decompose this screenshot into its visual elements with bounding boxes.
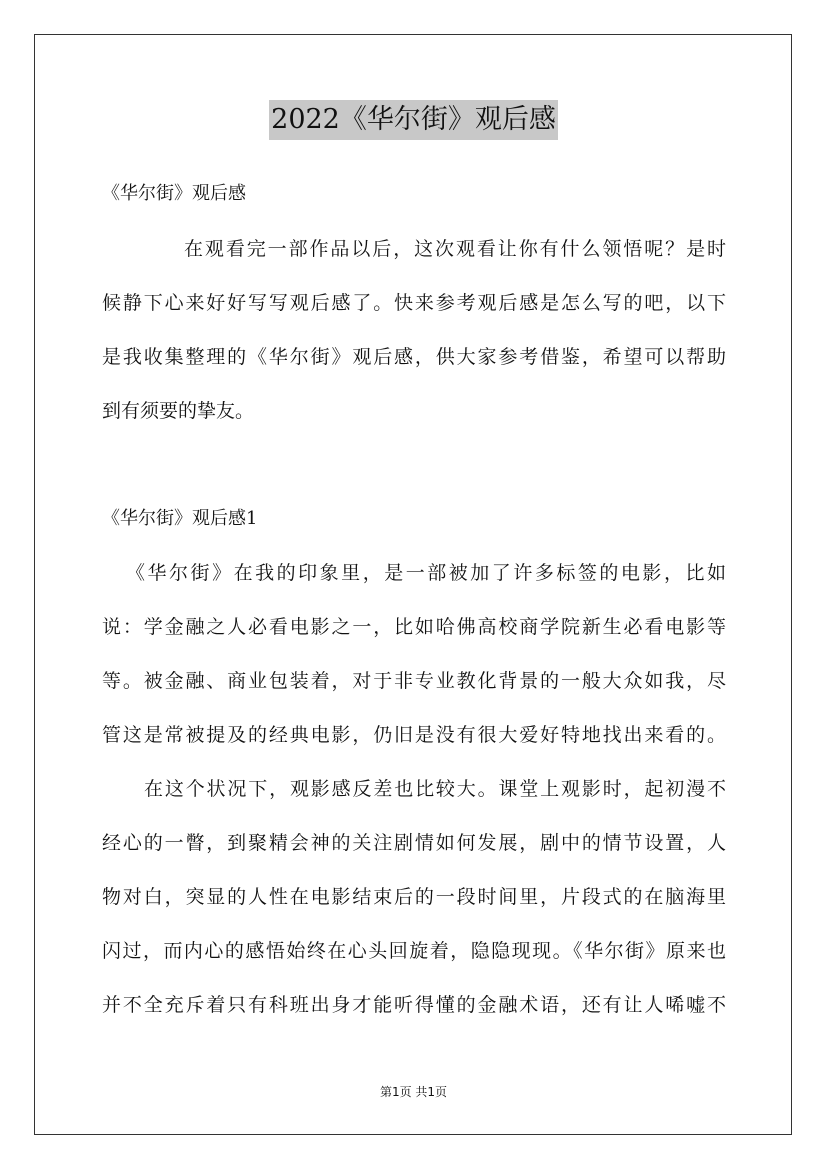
page-footer: 第1页 共1页 bbox=[379, 1085, 448, 1099]
intro-heading: 《华尔街》观后感 bbox=[102, 183, 246, 204]
intro-line: 是我收集整理的《华尔街》观后感，供大家参考借鉴，希望可以帮助 bbox=[102, 346, 726, 368]
document-title bbox=[0, 100, 827, 140]
paragraph-line: 闪过，而内心的感悟始终在心头回旋着，隐隐现现。《华尔街》原来也 bbox=[102, 940, 726, 962]
intro-line: 在观看完一部作品以后，这次观看让你有什么领悟呢？是时 bbox=[184, 238, 726, 260]
paragraph-line: 物对白，突显的人性在电影结束后的一段时间里，片段式的在脑海里 bbox=[102, 886, 726, 908]
intro-line: 到有须要的挚友。 bbox=[102, 400, 255, 422]
paragraph-line: 管这是常被提及的经典电影，仍旧是没有很大爱好特地找出来看的。 bbox=[102, 724, 726, 746]
paragraph-line: 等。被金融、商业包装着，对于非专业教化背景的一般大众如我，尽 bbox=[102, 670, 726, 692]
intro-line: 候静下心来好好写写观后感了。快来参考观后感是怎么写的吧，以下 bbox=[102, 292, 726, 314]
paragraph-line: 并不全充斥着只有科班出身才能听得懂的金融术语，还有让人唏嘘不 bbox=[102, 994, 726, 1016]
paragraph-line: 在这个状况下，观影感反差也比较大。课堂上观影时，起初漫不 bbox=[144, 778, 726, 800]
section-heading: 《华尔街》观后感1 bbox=[102, 508, 258, 529]
paragraph-line: 说：学金融之人必看电影之一，比如哈佛高校商学院新生必看电影等 bbox=[102, 616, 726, 638]
paragraph-line: 经心的一瞥，到聚精会神的关注剧情如何发展，剧中的情节设置，人 bbox=[102, 832, 726, 854]
paragraph-line: 《华尔街》在我的印象里，是一部被加了许多标签的电影，比如 bbox=[126, 562, 726, 584]
document-title-text: 2022《华尔街》观后感 bbox=[269, 100, 558, 140]
